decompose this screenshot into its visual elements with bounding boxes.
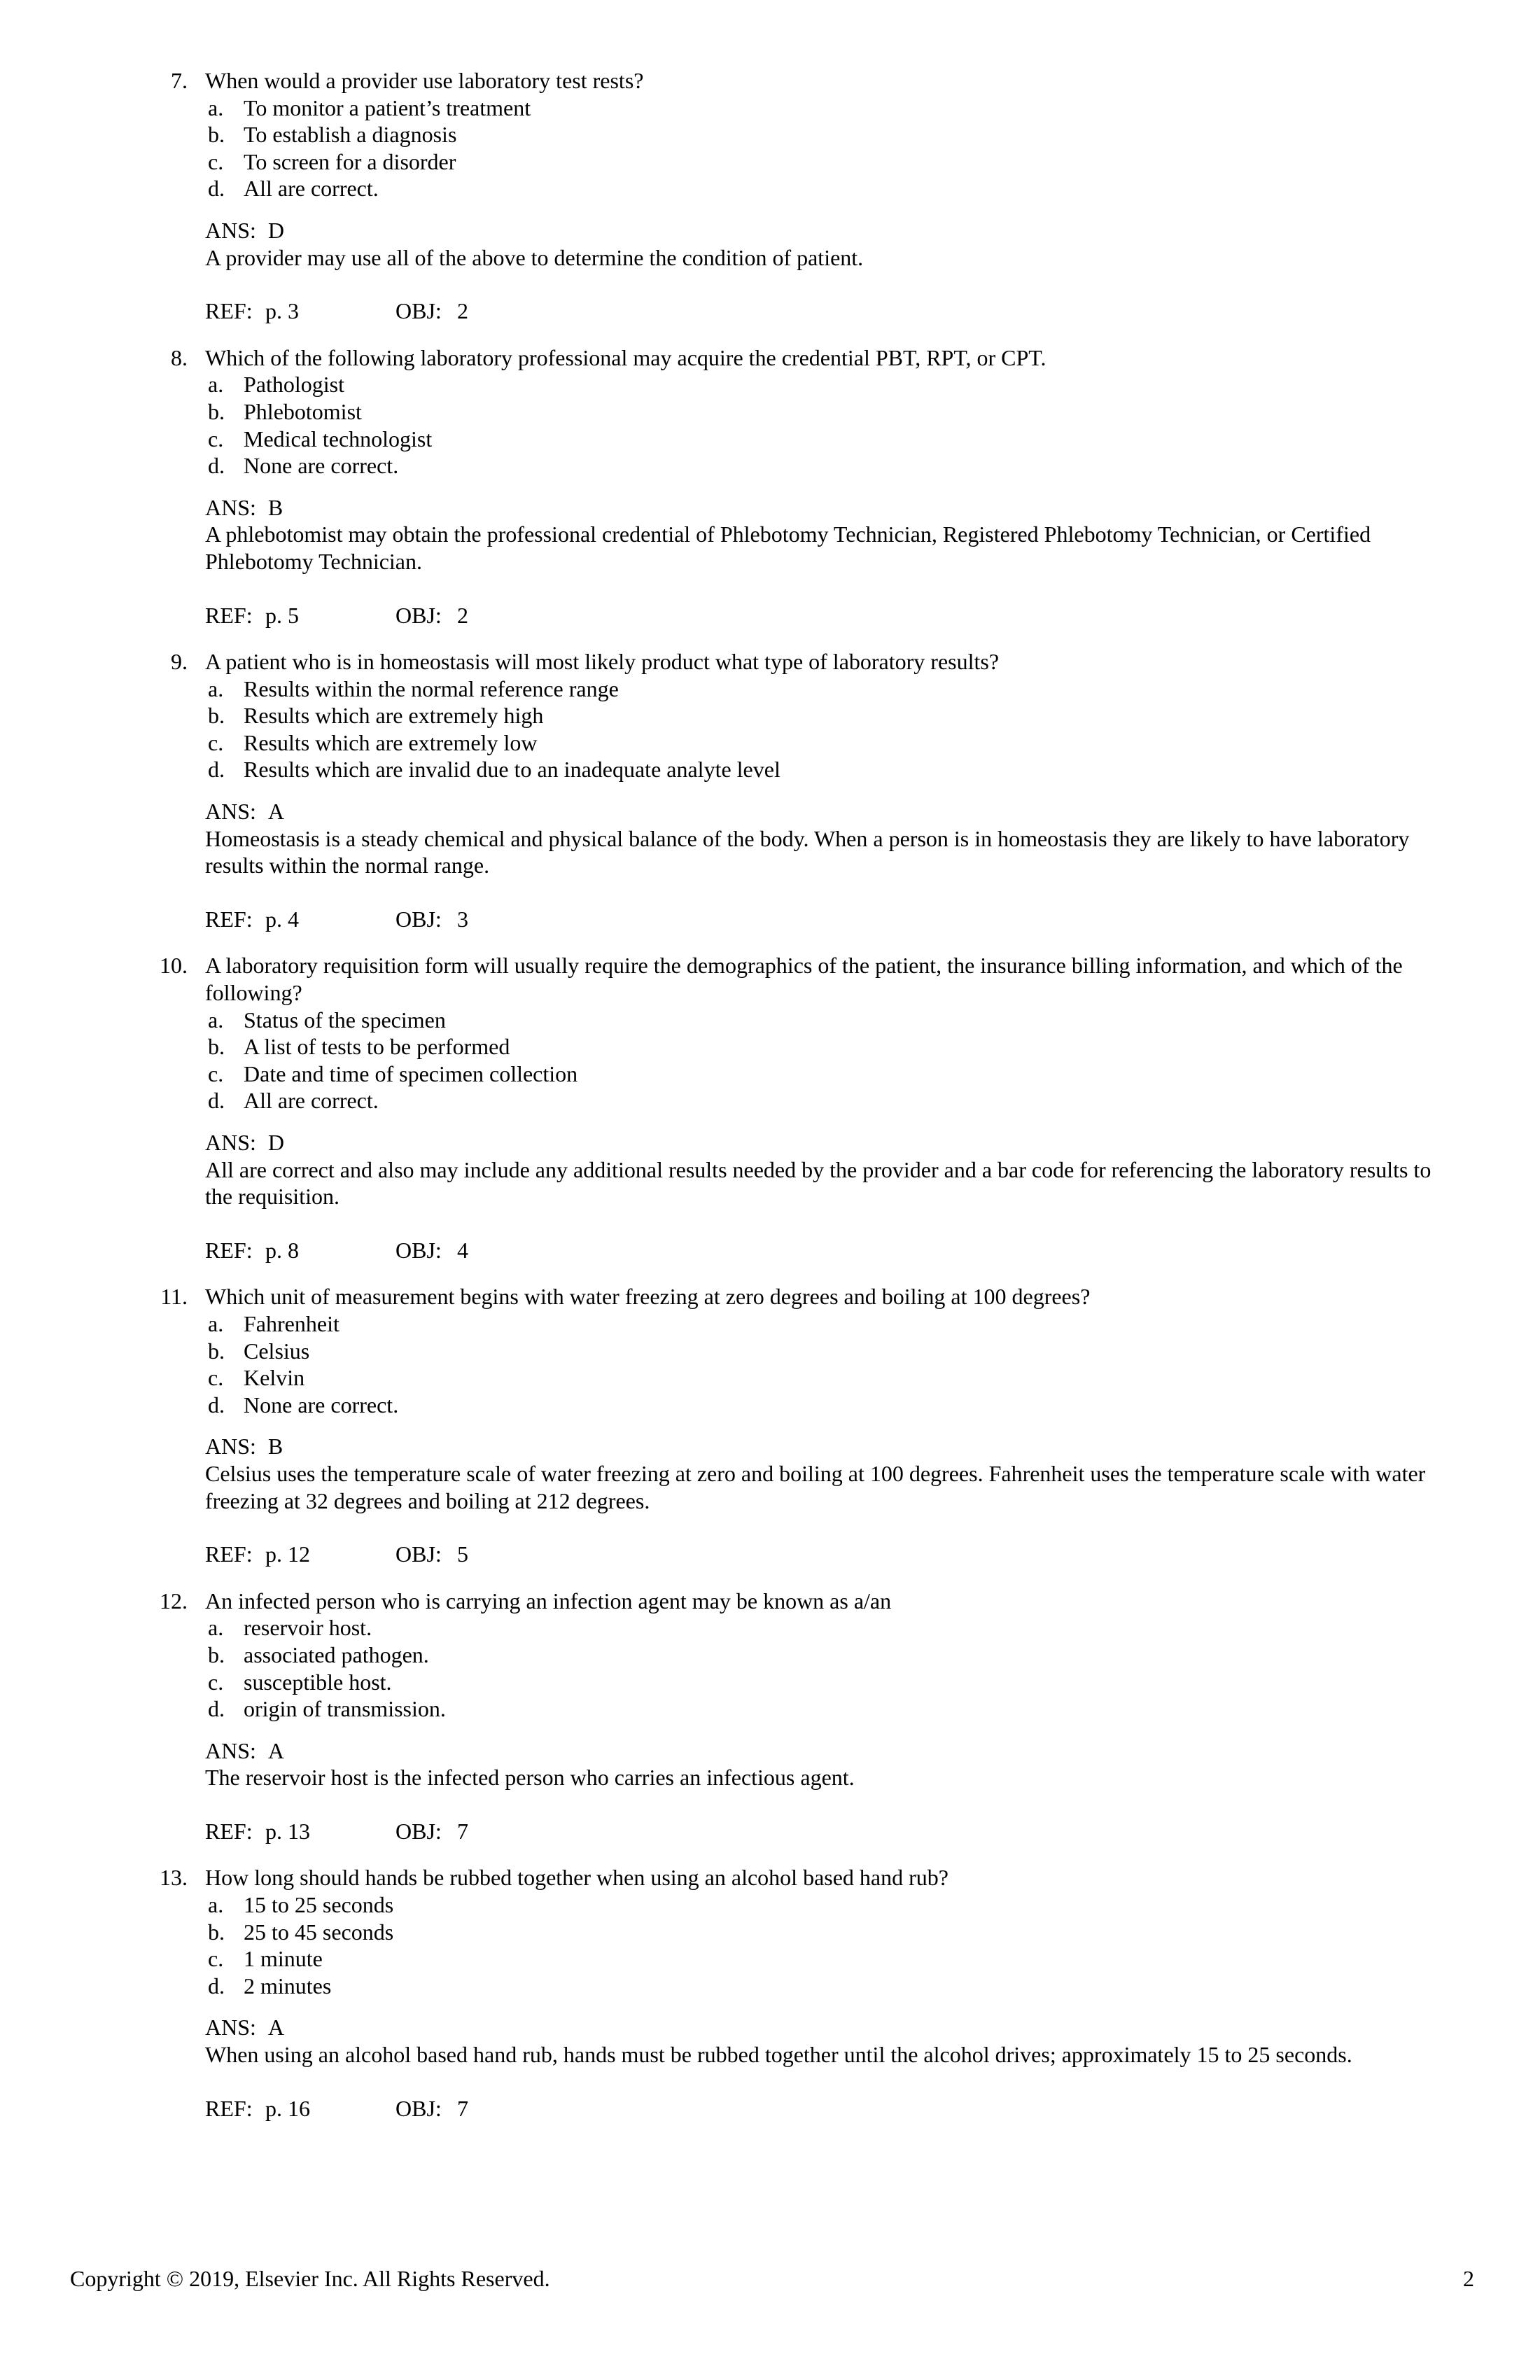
question-text: How long should hands be rubbed together when using an alcohol based hand rub? xyxy=(205,1865,948,1891)
choice-text: associated pathogen. xyxy=(244,1642,429,1667)
choice-text: Results within the normal reference range xyxy=(244,676,619,701)
ref-label: REF: xyxy=(205,1237,253,1263)
reference-line xyxy=(205,298,1456,325)
choice-letter: a. xyxy=(208,1310,224,1336)
choice-a xyxy=(205,1310,1456,1338)
choice-letter: b. xyxy=(208,1034,225,1060)
rationale-text: A provider may use all of the above to determine the condition of patient. xyxy=(205,244,864,270)
choice-text: Phlebotomist xyxy=(244,398,362,424)
choice-text: A list of tests to be performed xyxy=(244,1034,510,1060)
ref-value: p. 12 xyxy=(265,1541,310,1567)
obj-label: OBJ: xyxy=(396,298,442,324)
choice-b xyxy=(205,1033,1456,1060)
choice-b xyxy=(205,121,1456,148)
choice-text: Status of the specimen xyxy=(244,1007,446,1032)
answer-label: ANS: xyxy=(205,217,256,243)
question-text: An infected person who is carrying an infection agent may be known as a/an xyxy=(205,1588,892,1614)
question-10 xyxy=(0,952,1540,1264)
choice-letter: c. xyxy=(208,1365,224,1391)
answer-block xyxy=(205,494,1456,575)
question-13 xyxy=(0,1864,1540,2122)
reference-line xyxy=(205,1541,1456,1568)
answer-label: ANS: xyxy=(205,494,256,520)
choice-text: To screen for a disorder xyxy=(244,148,456,174)
choice-letter: c. xyxy=(208,426,224,451)
answer-letter: D xyxy=(267,217,285,243)
question-number: 10. xyxy=(160,953,188,979)
answer-block xyxy=(205,1129,1456,1210)
question-number: 7. xyxy=(171,68,188,93)
obj-value: 5 xyxy=(457,1541,468,1567)
choice-text: To establish a diagnosis xyxy=(244,122,457,148)
choice-d xyxy=(205,756,1456,783)
question-text: Which unit of measurement begins with water freezing at zero degrees and boiling at 100 degrees? xyxy=(205,1284,1091,1310)
choice-text: To monitor a patient’s treatment xyxy=(244,94,531,120)
rationale-text: A phlebotomist may obtain the professional credential of Phlebotomy Technician, Registered Phlebotomy Technician, or Certified Phlebotomy Technician. xyxy=(205,522,1371,574)
choice-b xyxy=(205,1919,1456,1946)
obj-value: 2 xyxy=(457,298,468,324)
choice-letter: a. xyxy=(208,1007,224,1032)
choice-b xyxy=(205,1642,1456,1669)
choice-text: reservoir host. xyxy=(244,1615,372,1641)
choice-d xyxy=(205,1973,1456,2000)
choice-letter: c. xyxy=(208,1060,224,1086)
choice-text: None are correct. xyxy=(244,1392,399,1418)
choice-letter: b. xyxy=(208,1642,225,1667)
rationale-text: Celsius uses the temperature scale of water freezing at zero and boiling at 100 degrees. Fahrenheit uses the temperature scale with water freezing at 32 degrees and boiling at 212 degrees. xyxy=(205,1460,1426,1513)
answer-letter: B xyxy=(267,1434,284,1460)
question-9 xyxy=(0,648,1540,932)
choice-letter: c. xyxy=(208,1669,224,1695)
choice-d xyxy=(205,1695,1456,1723)
question-list xyxy=(0,67,1540,2141)
question-text: A patient who is in homeostasis will most likely product what type of laboratory results? xyxy=(205,649,1000,675)
question-number: 12. xyxy=(160,1588,188,1614)
choice-text: origin of transmission. xyxy=(244,1696,446,1722)
obj-value: 2 xyxy=(457,602,468,628)
reference-line xyxy=(205,2095,1456,2122)
answer-block xyxy=(205,217,1456,271)
choice-letter: d. xyxy=(208,176,225,202)
page-number: 2 xyxy=(1463,2266,1474,2291)
choice-a xyxy=(205,94,1456,122)
choice-c xyxy=(205,1945,1456,1973)
choice-letter: a. xyxy=(208,1615,224,1641)
choice-d xyxy=(205,175,1456,202)
ref-value: p. 13 xyxy=(265,1818,310,1844)
reference-line xyxy=(205,1818,1456,1845)
choice-letter: c. xyxy=(208,1946,224,1972)
answer-letter: B xyxy=(267,494,284,520)
obj-label: OBJ: xyxy=(396,1541,442,1567)
choice-b xyxy=(205,1338,1456,1365)
question-number: 11. xyxy=(160,1284,188,1310)
choice-b xyxy=(205,702,1456,729)
answer-letter: A xyxy=(267,799,285,825)
reference-line xyxy=(205,906,1456,933)
choices xyxy=(205,1310,1456,1418)
answer-block xyxy=(205,1737,1456,1791)
choice-a xyxy=(205,1614,1456,1642)
choice-text: 1 minute xyxy=(244,1946,323,1972)
answer-letter: A xyxy=(267,1737,285,1763)
question-number: 9. xyxy=(171,649,188,675)
choice-text: 15 to 25 seconds xyxy=(244,1892,394,1918)
answer-label: ANS: xyxy=(205,1737,256,1763)
choice-text: Results which are extremely low xyxy=(244,729,538,755)
question-11 xyxy=(0,1283,1540,1567)
ref-label: REF: xyxy=(205,602,253,628)
ref-label: REF: xyxy=(205,1818,253,1844)
choices xyxy=(205,1891,1456,1999)
answer-label: ANS: xyxy=(205,1130,256,1155)
choice-d xyxy=(205,452,1456,479)
answer-label: ANS: xyxy=(205,799,256,825)
choices xyxy=(205,1614,1456,1722)
choice-letter: d. xyxy=(208,1973,225,1998)
footer-copyright: Copyright © 2019, Elsevier Inc. All Rights Reserved. xyxy=(70,2266,550,2291)
choice-letter: c. xyxy=(208,148,224,174)
obj-value: 3 xyxy=(457,906,468,932)
answer-label: ANS: xyxy=(205,1434,256,1460)
choice-letter: d. xyxy=(208,453,225,479)
choice-a xyxy=(205,1891,1456,1919)
reference-line xyxy=(205,602,1456,629)
choice-b xyxy=(205,398,1456,426)
choice-text: Celsius xyxy=(244,1338,310,1364)
choice-text: All are correct. xyxy=(244,1088,379,1114)
answer-block xyxy=(205,798,1456,879)
choice-letter: d. xyxy=(208,757,225,783)
answer-block xyxy=(205,1433,1456,1514)
choice-c xyxy=(205,1060,1456,1088)
choice-letter: d. xyxy=(208,1392,225,1418)
question-8 xyxy=(0,344,1540,629)
choice-text: Medical technologist xyxy=(244,426,433,451)
ref-value: p. 5 xyxy=(265,602,299,628)
choice-letter: b. xyxy=(208,398,225,424)
obj-value: 7 xyxy=(457,2095,468,2121)
choice-text: Results which are extremely high xyxy=(244,703,544,729)
choice-d xyxy=(205,1087,1456,1114)
answer-letter: D xyxy=(267,1130,285,1155)
rationale-text: When using an alcohol based hand rub, hands must be rubbed together until the alcohol drives; approximately 15 to 25 seconds. xyxy=(205,2042,1352,2068)
choice-c xyxy=(205,426,1456,453)
choice-letter: b. xyxy=(208,1338,225,1364)
choice-text: Kelvin xyxy=(244,1365,305,1391)
choice-c xyxy=(205,1669,1456,1696)
obj-label: OBJ: xyxy=(396,1237,442,1263)
choice-letter: d. xyxy=(208,1088,225,1114)
answer-letter: A xyxy=(267,2015,285,2040)
choices xyxy=(205,371,1456,479)
question-7 xyxy=(0,67,1540,325)
choices xyxy=(205,1007,1456,1114)
choice-d xyxy=(205,1392,1456,1419)
choice-a xyxy=(205,1007,1456,1034)
obj-value: 4 xyxy=(457,1237,468,1263)
choice-text: All are correct. xyxy=(244,176,379,202)
choice-text: 2 minutes xyxy=(244,1973,332,1998)
ref-value: p. 8 xyxy=(265,1237,299,1263)
choice-letter: a. xyxy=(208,676,224,701)
choice-text: Pathologist xyxy=(244,372,345,398)
obj-label: OBJ: xyxy=(396,1818,442,1844)
choices xyxy=(205,94,1456,202)
ref-label: REF: xyxy=(205,906,253,932)
choice-letter: b. xyxy=(208,703,225,729)
choice-c xyxy=(205,1364,1456,1392)
choice-letter: c. xyxy=(208,729,224,755)
ref-value: p. 16 xyxy=(265,2095,310,2121)
choices xyxy=(205,676,1456,783)
answer-label: ANS: xyxy=(205,2015,256,2040)
choice-a xyxy=(205,676,1456,703)
page-footer xyxy=(70,2265,1474,2292)
choice-letter: d. xyxy=(208,1696,225,1722)
question-number: 13. xyxy=(160,1865,188,1891)
question-number: 8. xyxy=(171,344,188,370)
ref-value: p. 4 xyxy=(265,906,299,932)
choice-text: None are correct. xyxy=(244,453,399,479)
question-text: A laboratory requisition form will usually require the demographics of the patient, the insurance billing information, and which of the following? xyxy=(205,953,1403,1006)
choice-text: Fahrenheit xyxy=(244,1310,340,1336)
ref-label: REF: xyxy=(205,2095,253,2121)
question-text: Which of the following laboratory professional may acquire the credential PBT, RPT, or CPT. xyxy=(205,344,1046,370)
question-12 xyxy=(0,1588,1540,1845)
rationale-text: The reservoir host is the infected person who carries an infectious agent. xyxy=(205,1765,855,1791)
choice-text: Results which are invalid due to an inadequate analyte level xyxy=(244,757,780,783)
ref-label: REF: xyxy=(205,1541,253,1567)
choice-letter: b. xyxy=(208,122,225,148)
choice-letter: a. xyxy=(208,94,224,120)
choice-text: susceptible host. xyxy=(244,1669,392,1695)
choice-text: 25 to 45 seconds xyxy=(244,1919,394,1945)
answer-block xyxy=(205,2014,1456,2068)
choice-text: Date and time of specimen collection xyxy=(244,1060,578,1086)
choice-c xyxy=(205,729,1456,757)
choice-letter: a. xyxy=(208,1892,224,1918)
choice-c xyxy=(205,148,1456,176)
ref-value: p. 3 xyxy=(265,298,299,324)
obj-label: OBJ: xyxy=(396,602,442,628)
rationale-text: Homeostasis is a steady chemical and physical balance of the body. When a person is in homeostasis they are likely to have laboratory results within the normal range. xyxy=(205,825,1410,878)
rationale-text: All are correct and also may include any additional results needed by the provider and a bar code for referencing the laboratory results to the requisition. xyxy=(205,1156,1432,1210)
reference-line xyxy=(205,1237,1456,1264)
choice-letter: b. xyxy=(208,1919,225,1945)
choice-a xyxy=(205,371,1456,398)
choice-letter: a. xyxy=(208,372,224,398)
ref-label: REF: xyxy=(205,298,253,324)
obj-label: OBJ: xyxy=(396,906,442,932)
obj-label: OBJ: xyxy=(396,2095,442,2121)
obj-value: 7 xyxy=(457,1818,468,1844)
question-text: When would a provider use laboratory test rests? xyxy=(205,68,644,93)
